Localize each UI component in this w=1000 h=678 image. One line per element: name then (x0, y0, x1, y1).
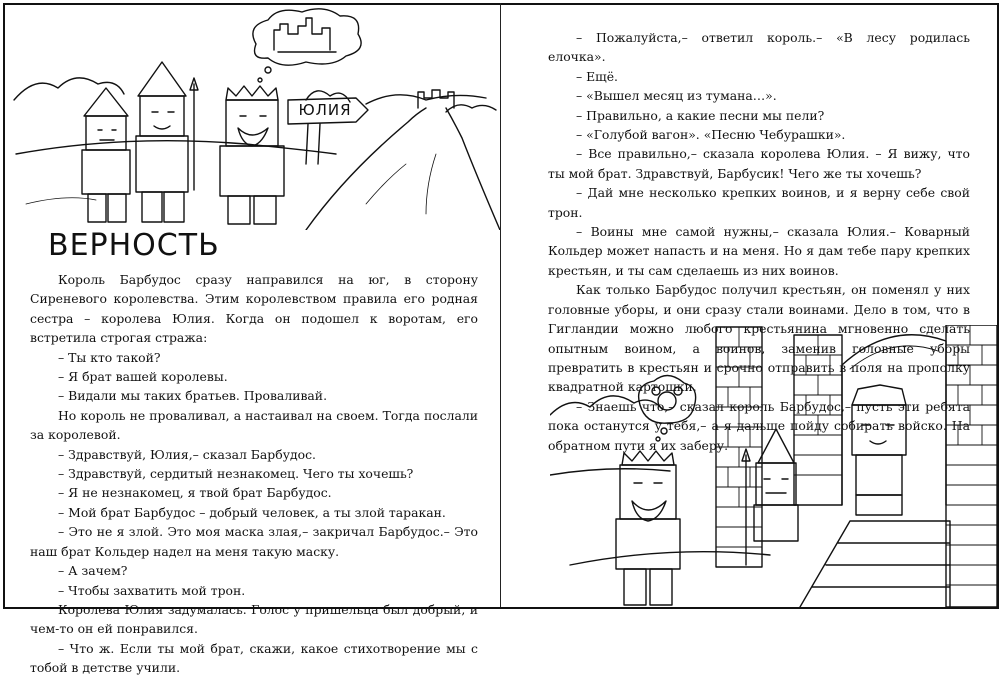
paragraph: – А зачем? (58, 563, 128, 579)
king-figure (220, 86, 284, 224)
guard-figure-middle (136, 62, 198, 222)
signpost-label: ЮЛИЯ (298, 101, 352, 119)
paragraph: – Воины мне самой нужны,– сказала Юлия.– Коварный Кольдер может напасть и на меня. Но я дам тебе пару крепких крестьян, и ты сам сделаешь из них воинов. (548, 224, 970, 278)
brick-tower-middle-icon (794, 335, 842, 505)
chapter-title: ВЕРНОСТЬ (48, 228, 220, 263)
guard-figure-left (82, 88, 130, 222)
paragraph: – Я не незнакомец, я твой брат Барбудос. (58, 485, 332, 501)
left-text-column (30, 270, 478, 678)
castle-arch-icon (842, 335, 946, 505)
paragraph: – Все правильно,– сказала королева Юлия. – Я вижу, что ты мой брат. Здравствуй, Барбусик! Чего же ты хочешь? (548, 146, 970, 181)
paragraph: Но король не проваливал, а настаивал на своем. Тогда послали за королевой. (30, 407, 478, 443)
paragraph: Король Барбудос сразу направился на юг, в сторону Сиреневого королевства. Этим королевством правила его родная сестра – королева Юлия. Когда он подошел к воротам, его встретила строгая стража: (30, 272, 478, 346)
king-figure-front (616, 451, 680, 605)
paragraph: Королева Юлия задумалась. Голос у пришельца был добрый, и чем-то он ей понравился. (30, 601, 478, 637)
paragraph: – Это не я злой. Это моя маска злая,– закричал Барбудос.– Это наш брат Кольдер надел на меня такую маску. (30, 524, 478, 559)
paragraph: – Я брат вашей королевы. (58, 369, 228, 385)
paragraph: – Знаешь что,– сказал король Барбудос,– пусть эти ребята пока останутся у тебя,– а я дальше пойду собирать войско. На обратном пути я их заберу. (548, 398, 970, 453)
paragraph: – «Вышел месяц из тумана…». (576, 88, 777, 104)
paragraph: – Что ж. Если ты мой брат, скажи, какое стихотворение мы с тобой в детстве учили. (30, 640, 478, 676)
brick-tower-left-icon (716, 327, 762, 567)
paragraph: Как только Барбудос получил крестьян, он поменял у них головные уборы, и они сразу стали воинами. Дело в том, что в Гигландии можно любого крестьянина мгновенно сделать опытным воином, а воинов, заменив головные уборы превратить в крестьян и срочно отправить в поля на прополку квадратной картошки. (548, 282, 970, 395)
paragraph: – Здравствуй, сердитый незнакомец. Чего ты хочешь? (58, 466, 414, 482)
paragraph: – Мой брат Барбудос – добрый человек, а ты злой таракан. (58, 504, 446, 520)
paragraph: – Правильно, а какие песни мы пели? (576, 107, 825, 123)
paragraph: – Пожалуйста,– ответил король.– «В лесу родилась елочка». (548, 30, 970, 65)
castle-steps-icon (800, 521, 950, 607)
book-spine (500, 3, 501, 607)
illustration-road-signpost (6, 4, 500, 230)
queen-figure (852, 385, 906, 515)
paragraph: – Чтобы захватить мой трон. (58, 582, 246, 598)
paragraph: – Видали мы таких братьев. Проваливай. (58, 388, 328, 404)
paragraph: – Ты кто такой? (58, 349, 161, 365)
paragraph: – «Голубой вагон». «Песню Чебурашки». (576, 127, 846, 143)
guard-figure-spear (742, 429, 798, 565)
brick-tower-right-icon (946, 325, 997, 607)
paragraph: – Здравствуй, Юлия,– сказал Барбудос. (58, 446, 316, 462)
paragraph: – Ещё. (576, 68, 618, 84)
illustration-castle-gate (550, 325, 997, 607)
thought-bubble-bear-icon (639, 375, 696, 441)
thought-cloud-icon (253, 9, 361, 82)
paragraph: – Дай мне несколько крепких воинов, и я верну себе свой трон. (548, 185, 970, 220)
